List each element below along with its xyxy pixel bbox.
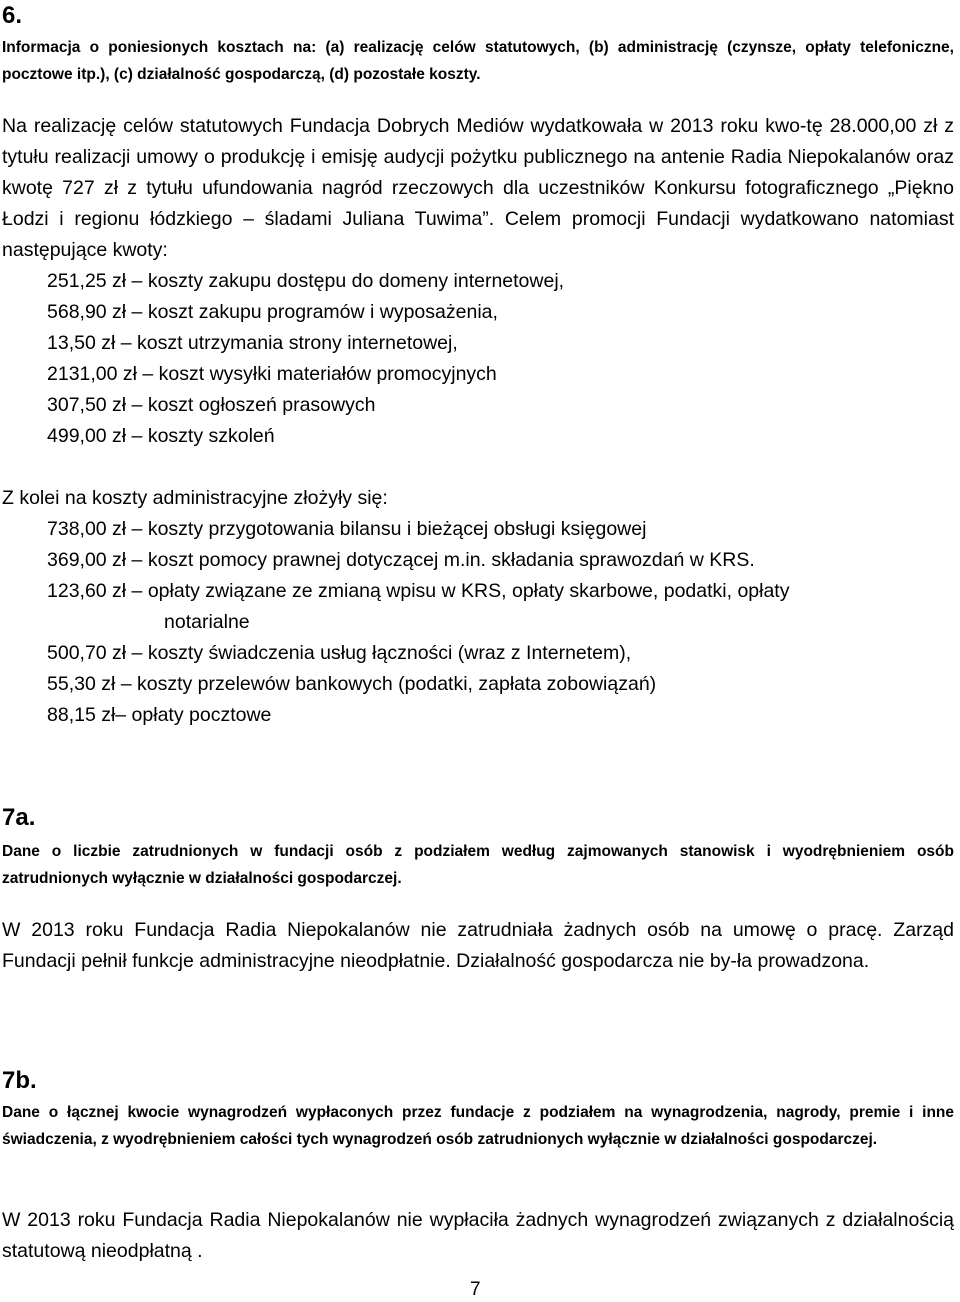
section-7b-paragraph: W 2013 roku Fundacja Radia Niepokalanów nie wypłaciła żadnych wynagrodzeń związanych z działalnością statutową nieodpłatną . — [2, 1209, 954, 1262]
section-7b-number: 7b. — [2, 1067, 37, 1094]
section-7a-heading: Dane o liczbie zatrudnionych w fundacji osób z podziałem według zajmowanych stanowisk i wyodrębnieniem osób zatrudnionych wyłącznie w działalności gospodarczej. — [2, 843, 954, 887]
promotion-cost-line: 499,00 zł – koszty szkoleń — [47, 425, 275, 447]
section-6-intro-paragraph: Na realizację celów statutowych Fundacja Dobrych Mediów wydatkowała w 2013 roku kwo-tę 28.000,00 zł z tytułu realizacji umowy o produkcję i emisję audycji pożytku publicznego na antenie Radia Niepokalanów oraz kwotę 727 zł z tytułu ufundowania nagród rzeczowych dla uczestników Konkursu fotograficznego „Piękno Łodzi i regionu łódzkiego – śladami Juliana Tuwima”. Celem promocji Fundacji wydatkowano natomiast następujące kwoty: — [2, 115, 954, 261]
promotion-cost-line: 2131,00 zł – koszt wysyłki materiałów promocyjnych — [47, 363, 497, 385]
section-7b-heading: Dane o łącznej kwocie wynagrodzeń wypłaconych przez fundacje z podziałem na wynagrodzenia, nagrody, premie i inne świadczenia, z wyodrębnieniem całości tych wynagrodzeń osób zatrudnionych wyłącznie w działalności gospodarczej. — [2, 1104, 954, 1148]
section-7a-paragraph: W 2013 roku Fundacja Radia Niepokalanów nie zatrudniała żadnych osób na umowę o pracę. Zarząd Fundacji pełnił funkcje administracyjne nieodpłatnie. Działalność gospodarcza nie by-ła prowadzona. — [2, 919, 954, 972]
admin-cost-line: 88,15 zł– opłaty pocztowe — [47, 704, 272, 726]
promotion-cost-line: 568,90 zł – koszt zakupu programów i wyposażenia, — [47, 301, 498, 323]
promotion-cost-line: 307,50 zł – koszt ogłoszeń prasowych — [47, 394, 376, 416]
admin-cost-line: 55,30 zł – koszty przelewów bankowych (podatki, zapłata zobowiązań) — [47, 673, 657, 695]
section-7a-number: 7a. — [2, 804, 36, 831]
admin-cost-line: 500,70 zł – koszty świadczenia usług łączności (wraz z Internetem), — [47, 642, 632, 664]
promotion-cost-line: 251,25 zł – koszty zakupu dostępu do domeny internetowej, — [47, 270, 565, 292]
admin-cost-line: 123,60 zł – opłaty związane ze zmianą wpisu w KRS, opłaty skarbowe, podatki, opłaty — [47, 580, 790, 602]
admin-cost-line: 369,00 zł – koszt pomocy prawnej dotyczącej m.in. składania sprawozdań w KRS. — [47, 549, 755, 571]
admin-cost-line: 738,00 zł – koszty przygotowania bilansu i bieżącej obsługi księgowej — [47, 518, 647, 540]
promotion-cost-line: 13,50 zł – koszt utrzymania strony internetowej, — [47, 332, 458, 354]
page-number: 7 — [470, 1279, 481, 1300]
section-6-number: 6. — [2, 2, 23, 29]
admin-costs-intro: Z kolei na koszty administracyjne złożyły się: — [2, 487, 388, 509]
admin-cost-line-continuation: notarialne — [164, 611, 250, 633]
section-6-heading: Informacja o poniesionych kosztach na: (a) realizację celów statutowych, (b) administrację (czynsze, opłaty telefoniczne, pocztowe itp.), (c) działalność gospodarczą, (d) pozostałe koszty. — [2, 39, 954, 83]
